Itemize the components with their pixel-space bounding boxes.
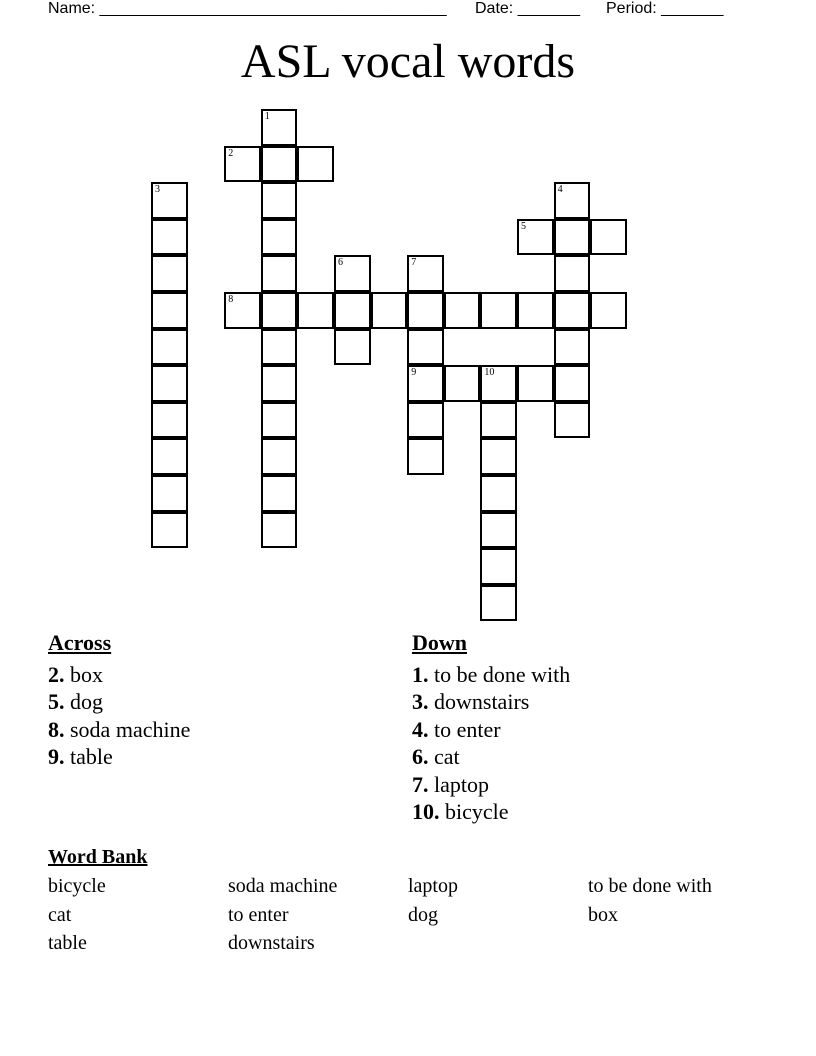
crossword-cell[interactable] (444, 292, 481, 329)
crossword-cell[interactable] (590, 292, 627, 329)
word-bank-item: downstairs (228, 932, 315, 954)
cell-number: 8 (228, 294, 234, 305)
crossword-cell[interactable] (261, 475, 298, 512)
cell-number: 5 (521, 220, 526, 232)
crossword-cell[interactable] (480, 438, 517, 475)
date-field[interactable]: Date: _______ (475, 0, 580, 17)
crossword-cell[interactable] (371, 292, 408, 329)
crossword-cell[interactable] (407, 329, 444, 366)
crossword-cell[interactable] (224, 292, 261, 329)
crossword-cell[interactable] (517, 292, 554, 329)
cell-number: 7 (411, 257, 417, 269)
crossword-cell[interactable] (334, 292, 371, 329)
clue-text: downstairs (428, 689, 530, 715)
word-bank-item: table (48, 932, 87, 954)
crossword-cell[interactable] (261, 146, 298, 183)
crossword-cell[interactable] (407, 365, 444, 402)
clue-number: 6. (412, 744, 429, 770)
crossword-cell[interactable] (151, 182, 188, 219)
clue-number: 8. (48, 716, 65, 742)
crossword-cell[interactable] (554, 182, 591, 219)
down-heading: Down (412, 630, 468, 655)
clue-text: dog (64, 689, 103, 715)
crossword-cell[interactable] (480, 475, 517, 512)
crossword-cell[interactable] (151, 475, 188, 512)
clue-number: 5. (48, 689, 65, 715)
clue-number: 2. (48, 662, 65, 687)
clue-number: 7. (412, 771, 429, 797)
crossword-cell[interactable] (151, 512, 188, 549)
across-clues (48, 661, 190, 771)
crossword-cell[interactable] (480, 585, 517, 622)
page-title: ASL vocal words (240, 35, 576, 88)
word-bank-item: to be done with (588, 875, 712, 897)
clue-number: 1. (412, 662, 429, 687)
cell-number: 9 (411, 367, 417, 379)
word-bank-item: bicycle (48, 875, 106, 897)
cell-number: 1 (264, 111, 270, 122)
clue-text: soda machine (64, 716, 191, 742)
clue-text: to be done with (428, 662, 571, 687)
crossword-cell[interactable] (480, 292, 517, 329)
crossword-cell[interactable] (554, 219, 591, 256)
crossword-cell[interactable] (261, 182, 298, 219)
word-bank-item: to enter (228, 904, 289, 926)
word-bank-item: box (588, 904, 618, 926)
crossword-cell[interactable] (261, 219, 298, 256)
crossword-cell[interactable] (554, 365, 591, 402)
crossword-cell[interactable] (517, 365, 554, 402)
clue-item (48, 688, 190, 715)
crossword-cell[interactable] (480, 365, 517, 402)
word-bank-item: soda machine (228, 875, 338, 897)
crossword-cell[interactable] (554, 255, 591, 292)
crossword-cell[interactable] (151, 329, 188, 366)
crossword-cell[interactable] (261, 512, 298, 549)
clue-number: 9. (48, 744, 65, 770)
crossword-cell[interactable] (151, 219, 188, 256)
crossword-cell[interactable] (590, 219, 627, 256)
clue-item (48, 716, 190, 743)
clue-item (48, 743, 190, 770)
crossword-cell[interactable] (151, 402, 188, 439)
clue-item (412, 661, 570, 688)
crossword-cell[interactable] (261, 292, 298, 329)
word-bank-item: cat (48, 904, 72, 926)
crossword-cell[interactable] (151, 438, 188, 475)
crossword-cell[interactable] (517, 219, 554, 256)
crossword-cell[interactable] (261, 438, 298, 475)
clue-text: to enter (428, 716, 501, 742)
clue-number: 4. (412, 716, 429, 742)
clue-text: bicycle (439, 799, 509, 825)
clue-text: box (64, 662, 103, 687)
clue-item (412, 716, 570, 743)
crossword-cell[interactable] (554, 329, 591, 366)
clue-item (412, 771, 570, 798)
crossword-cell[interactable] (554, 292, 591, 329)
crossword-cell[interactable] (261, 329, 298, 366)
cell-number: 10 (484, 367, 495, 379)
crossword-cell[interactable] (297, 292, 334, 329)
word-bank-heading: Word Bank (48, 846, 148, 868)
crossword-cell[interactable] (480, 512, 517, 549)
word-bank-item: dog (408, 904, 438, 926)
clue-number: 3. (412, 689, 429, 715)
crossword-cell[interactable] (297, 146, 334, 183)
down-clues (412, 661, 570, 825)
crossword-cell[interactable] (261, 255, 298, 292)
clue-text: table (64, 744, 113, 770)
crossword-cell[interactable] (407, 255, 444, 292)
period-field[interactable]: Period: _______ (606, 0, 724, 17)
clue-item (412, 798, 570, 825)
crossword-cell[interactable] (554, 402, 591, 439)
crossword-cell[interactable] (480, 548, 517, 585)
clue-item (412, 688, 570, 715)
clue-item (48, 661, 190, 688)
crossword-cell[interactable] (261, 402, 298, 439)
crossword-cell[interactable] (151, 292, 188, 329)
clue-item (412, 743, 570, 770)
crossword-cell[interactable] (151, 365, 188, 402)
crossword-cell[interactable] (334, 329, 371, 366)
crossword-cell[interactable] (224, 146, 261, 183)
crossword-cell[interactable] (407, 438, 444, 475)
cell-number: 4 (557, 184, 563, 196)
cell-number: 2 (228, 147, 234, 159)
crossword-cell[interactable] (151, 255, 188, 292)
word-bank-item: laptop (408, 875, 458, 897)
crossword-cell[interactable] (261, 109, 298, 146)
cell-number: 3 (155, 184, 160, 196)
crossword-cell[interactable] (407, 402, 444, 439)
crossword-cell[interactable] (261, 365, 298, 402)
across-heading: Across (48, 630, 112, 655)
cell-number: 6 (338, 257, 343, 269)
crossword-cell[interactable] (444, 365, 481, 402)
clue-text: cat (428, 744, 460, 770)
name-field[interactable]: Name: _______________________________________ (48, 0, 447, 17)
crossword-cell[interactable] (480, 402, 517, 439)
clue-text: laptop (428, 771, 489, 797)
crossword-cell[interactable] (334, 255, 371, 292)
clue-number: 10. (412, 799, 440, 825)
crossword-cell[interactable] (407, 292, 444, 329)
